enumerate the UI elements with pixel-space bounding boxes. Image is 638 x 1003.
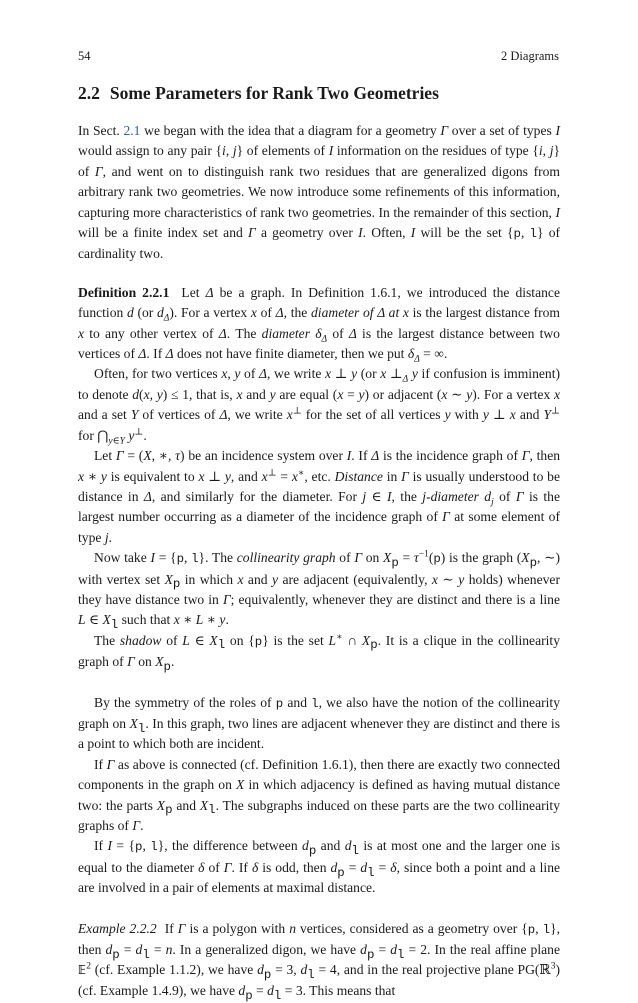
body-text [78,121,560,1001]
chapter-title: 2 Diagrams [501,49,559,63]
page-number: 54 [78,49,91,63]
example-paragraph: Example 2.2.2 If Γ is a polygon with n vertices, considered as a geometry over {p, l}, then $d_p = d_l = n$. In a generalized digon, we have $d_p = d_l = 2$. In the real affine plane 𝔼$^2$ (cf. Example 1.1.2), we have $d_p = 3$, $d_l = 4$, and in the real projective plane PG(ℝ$^3$) (cf. Example 1.4.9), we have $d_p = d_l = 3$. This means that [78,920,560,1003]
paragraph: In Sect. 2.1 we began with the idea that a diagram for a geometry Γ over a set of types I would assign to any pair {i, j} of elements of I information on the residues of type {i, j} of Γ, and went on to distinguish rank two residues that are generalized digons from arbitrary rank two geometries. We now introduce some refinements of this information, capturing more characteristics of rank two geometries. In the remainder of this section, I will be a finite index set and Γ a geometry over I. Often, I will be the set {p, l} of cardinality two. [78,123,561,262]
section-number: 2.2 [78,83,100,103]
paragraph: Let Γ = (X, ∗, τ) be an incidence system over I. If Δ is the incidence graph of Γ, then x ∗ y is equivalent to x ⊥ y, and x⊥ = x∗, etc. Distance in Γ is usually understood to be distance in Δ, and similarly for the diameter. For j ∈ I, the j-diameter $d_j$ of Γ is the largest number occurring as a diameter of the incidence graph of Γ at some element of type j. [78,448,561,545]
paragraph: By the symmetry of the roles of p and l, we also have the notion of the collinearity graph on $X_l$. In this graph, two lines are adjacent whenever they are distinct and there is a point to which both are incident. [78,694,561,752]
definition-paragraph: Definition 2.2.1 Let Δ be a graph. In Definition 1.6.1, we introduced the distance function d (or $d_\Delta$). For a vertex x of Δ, the diameter of Δ at x is the largest distance from x to any other vertex of Δ. The diameter $\delta_\Delta$ of Δ is the largest distance between two vertices of Δ. If Δ does not have finite diameter, then we put $\delta_\Delta$ = ∞. [78,284,560,365]
section-link[interactable]: 2.1 [123,123,141,138]
paragraph: Now take I = {p, l}. The collinearity graph of Γ on $X_p = \tau^{-1}(p)$ is the graph ($X_p$, ∼) with vertex set $X_p$ in which x and y are adjacent (equivalently, x ∼ y holds) whenever they have distance two in Γ; equivalently, whenever they are distinct and there is a line L ∈ $X_l$ such that x ∗ L ∗ y. [78,549,561,633]
paragraph: If I = {p, l}, the difference between $d_p$ and $d_l$ is at most one and the larger one is equal to the diameter δ of Γ. If δ is odd, then $d_p = d_l = \delta$, since both a point and a line are involved in a pair of elements at maximal distance. [78,838,561,896]
section-title-text: Some Parameters for Rank Two Geometries [109,83,439,103]
paragraph: If Γ as above is connected (cf. Definition 1.6.1), then there are exactly two connected components in the graph on X in which adjacency is defined as having mutual distance two: the parts $X_p$ and $X_l$. The subgraphs induced on these parts are the two collinearity graphs of Γ. [78,756,561,833]
paragraph: Often, for two vertices x, y of Δ, we write x ⊥ y (or x $\perp_\Delta$ y if confusion is imminent) to denote d(x, y) ≤ 1, that is, x and y are equal (x = y) or adjacent (x ∼ y). For a vertex x and a set Y of vertices of Δ, we write x⊥ for the set of all vertices y with y ⊥ x and Y⊥ for $⋂_{y\in Y}$ y⊥. [78,366,561,447]
example-label: Example 2.2.2 [78,920,157,936]
running-header [78,49,559,64]
definition-label: Definition 2.2.1 [78,284,170,300]
section-heading [78,83,439,104]
paragraph: The shadow of L ∈ $X_l$ on {p} is the set L∗ ∩ $X_p$. It is a clique in the collinearity graph of Γ on $X_p$. [78,632,560,674]
